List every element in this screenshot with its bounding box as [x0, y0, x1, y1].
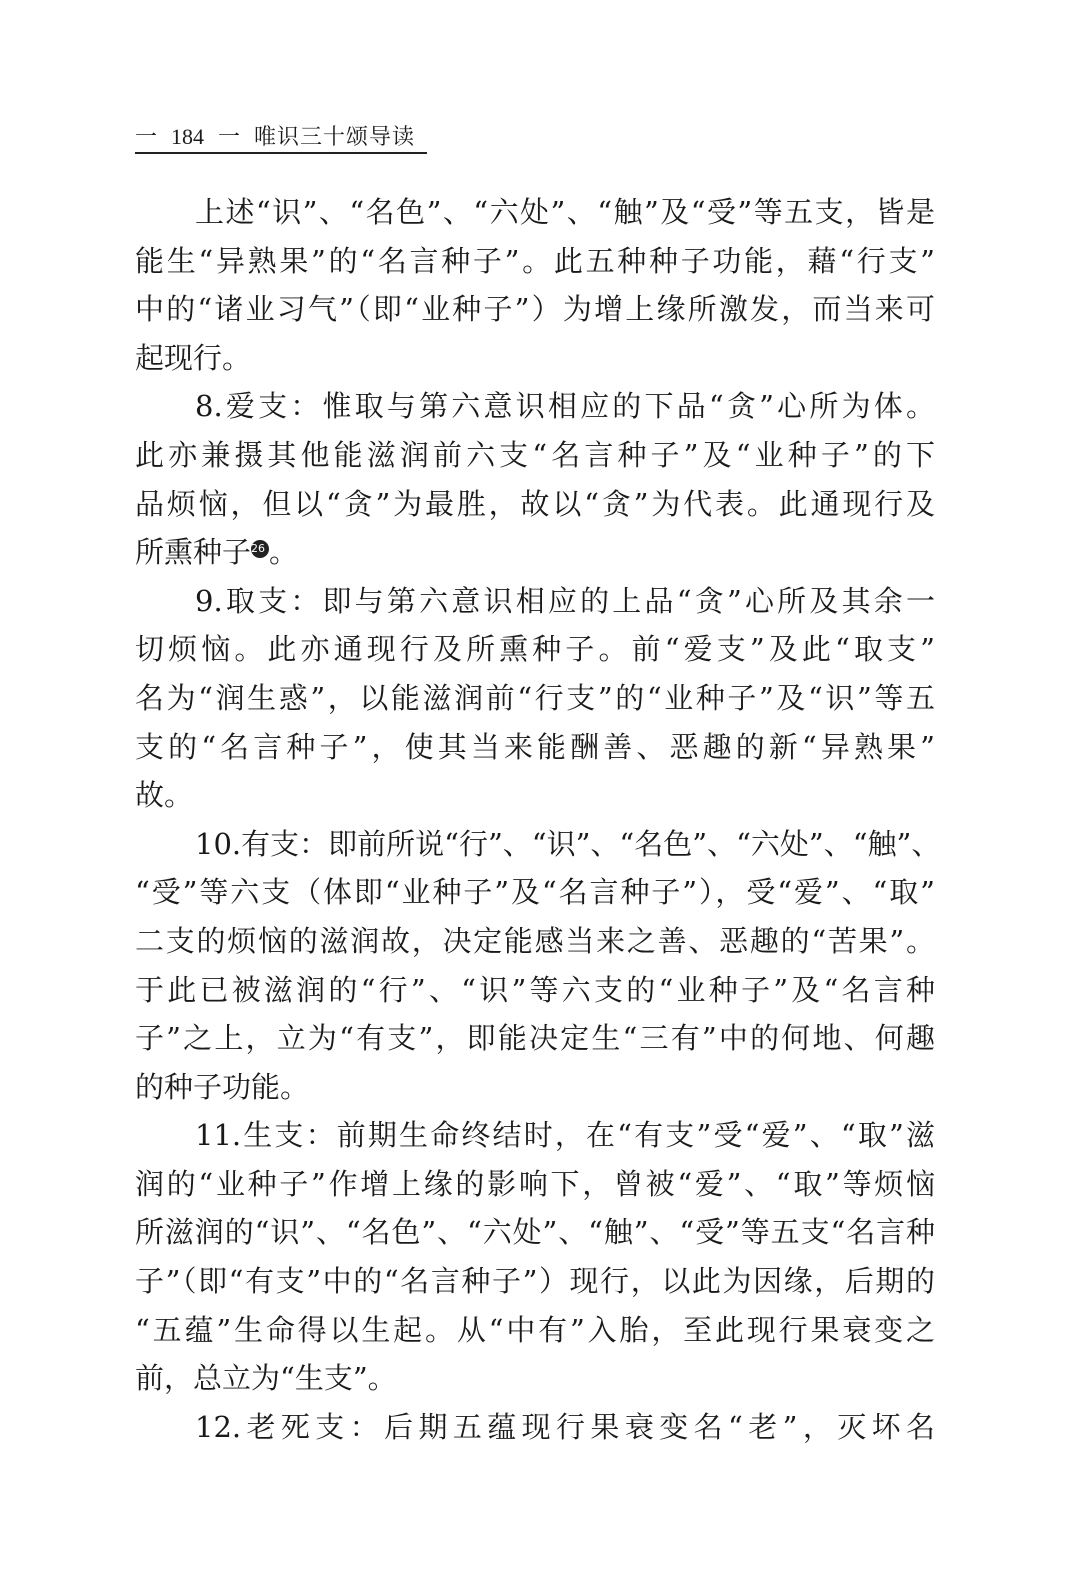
text-line: 于此已被滋润的“行”、“识”等六支的“业种子”及“名言种	[135, 972, 935, 1007]
footnote-marker[interactable]: 26	[251, 540, 269, 558]
text-line: 子”之上，立为“有支”，即能决定生“三有”中的何地、何趣	[135, 1021, 935, 1056]
text-fragment: 。	[269, 535, 299, 570]
header-dash-left: 一	[135, 125, 158, 150]
text-line-with-footnote	[135, 528, 935, 577]
text-line: 的种子功能。	[135, 1069, 310, 1104]
paragraph	[135, 188, 935, 382]
text-line: 起现行。	[135, 340, 252, 375]
text-line: 所滋润的“识”、“名色”、“六处”、“触”、“受”等五支“名言种	[135, 1215, 935, 1250]
paragraph-lao-si-zhi	[135, 1403, 935, 1452]
text-line: “受”等六支（体即“业种子”及“名言种子”），受“爱”、“取”	[135, 875, 935, 910]
text-line: 11.生支：前期生命终结时，在“有支”受“爱”、“取”滋	[195, 1118, 935, 1153]
text-line: 故。	[135, 778, 194, 813]
page-body	[135, 188, 941, 1451]
text-line: 此亦兼摄其他能滋润前六支“名言种子”及“业种子”的下	[135, 437, 935, 472]
text-line: 10.有支：即前所说“行”、“识”、“名色”、“六处”、“触”、	[195, 826, 941, 861]
text-line: 切烦恼。此亦通现行及所熏种子。前“爱支”及此“取支”	[135, 632, 935, 667]
header-dash-right: 一	[218, 125, 241, 150]
text-line: 12.老死支：后期五蕴现行果衰变名“老”，灭坏名	[195, 1409, 935, 1444]
text-line: “五蕴”生命得以生起。从“中有”入胎，至此现行果衰变之	[135, 1312, 935, 1347]
text-line: 品烦恼，但以“贪”为最胜，故以“贪”为代表。此通现行及	[135, 486, 935, 521]
text-line: 二支的烦恼的滋润故，决定能感当来之善、恶趣的“苦果”。	[135, 923, 935, 958]
text-line: 名为“润生惑”，以能滋润前“行支”的“业种子”及“识”等五	[135, 680, 935, 715]
text-line: 中的“诸业习气”（即“业种子”）为增上缘所激发，而当来可	[135, 292, 935, 327]
paragraph-you-zhi	[135, 820, 941, 1112]
text-line: 子”（即“有支”中的“名言种子”）现行，以此为因缘，后期的	[135, 1264, 935, 1299]
text-line: 支的“名言种子”，使其当来能酬善、恶趣的新“异熟果”	[135, 729, 935, 764]
text-line: 前，总立为“生支”。	[135, 1361, 397, 1396]
text-line: 能生“异熟果”的“名言种子”。此五种种子功能，藉“行支”	[135, 243, 935, 278]
paragraph-ai-zhi	[135, 382, 935, 576]
text-line: 上述“识”、“名色”、“六处”、“触”及“受”等五支，皆是	[195, 195, 935, 229]
page-number: 184	[171, 124, 205, 149]
paragraph-sheng-zhi	[135, 1111, 935, 1403]
running-header	[135, 122, 427, 154]
book-title: 唯识三十颂导读	[254, 125, 416, 150]
text-line: 9.取支：即与第六意识相应的上品“贪”心所及其余一	[195, 583, 935, 618]
paragraph-qu-zhi	[135, 577, 935, 820]
text-line: 润的“业种子”作增上缘的影响下，曾被“爱”、“取”等烦恼	[135, 1166, 935, 1201]
text-fragment: 所熏种子	[135, 535, 252, 570]
text-line: 8.爱支：惟取与第六意识相应的下品“贪”心所为体。	[195, 389, 935, 424]
